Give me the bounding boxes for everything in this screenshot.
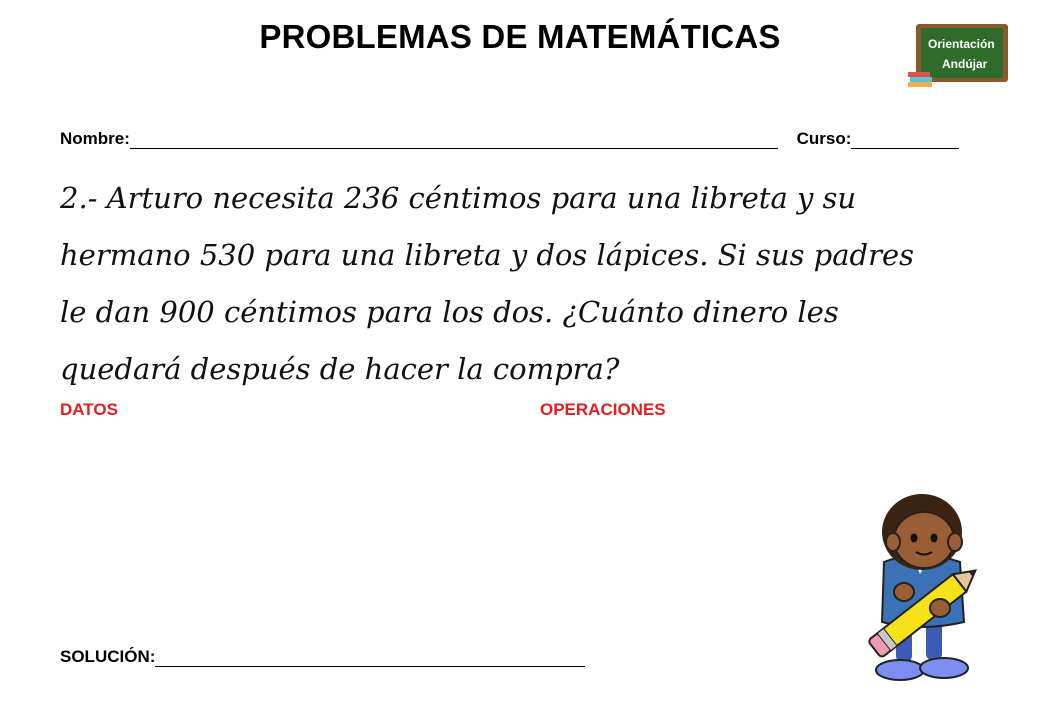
logo-line2: Andújar xyxy=(942,57,988,71)
problem-line: quedará después de hacer la compra? xyxy=(60,352,620,386)
name-field[interactable] xyxy=(130,128,778,149)
page-title: PROBLEMAS DE MATEMÁTICAS xyxy=(259,18,781,55)
solution-label: SOLUCIÓN: xyxy=(60,647,156,666)
course-label: Curso: xyxy=(796,129,852,148)
student-fields xyxy=(60,128,990,149)
solution-row xyxy=(60,646,585,667)
problem-statement xyxy=(60,170,1000,398)
operations-section-label: OPERACIONES xyxy=(540,400,666,419)
problem-line: le dan 900 céntimos para los dos. ¿Cuánto dinero les xyxy=(60,295,839,329)
name-label: Nombre: xyxy=(60,129,130,148)
logo-line1: Orientación xyxy=(928,37,995,51)
problem-line: hermano 530 para una libreta y dos lápices. Si sus padres xyxy=(60,238,914,272)
data-section-label: DATOS xyxy=(60,400,118,419)
course-field[interactable] xyxy=(851,128,959,149)
boy-with-pencil-icon xyxy=(860,482,990,692)
solution-field[interactable] xyxy=(155,646,585,667)
problem-line: 2.- Arturo necesita 236 céntimos para una libreta y su xyxy=(60,181,857,215)
chalkboard-logo-icon xyxy=(908,22,1010,88)
